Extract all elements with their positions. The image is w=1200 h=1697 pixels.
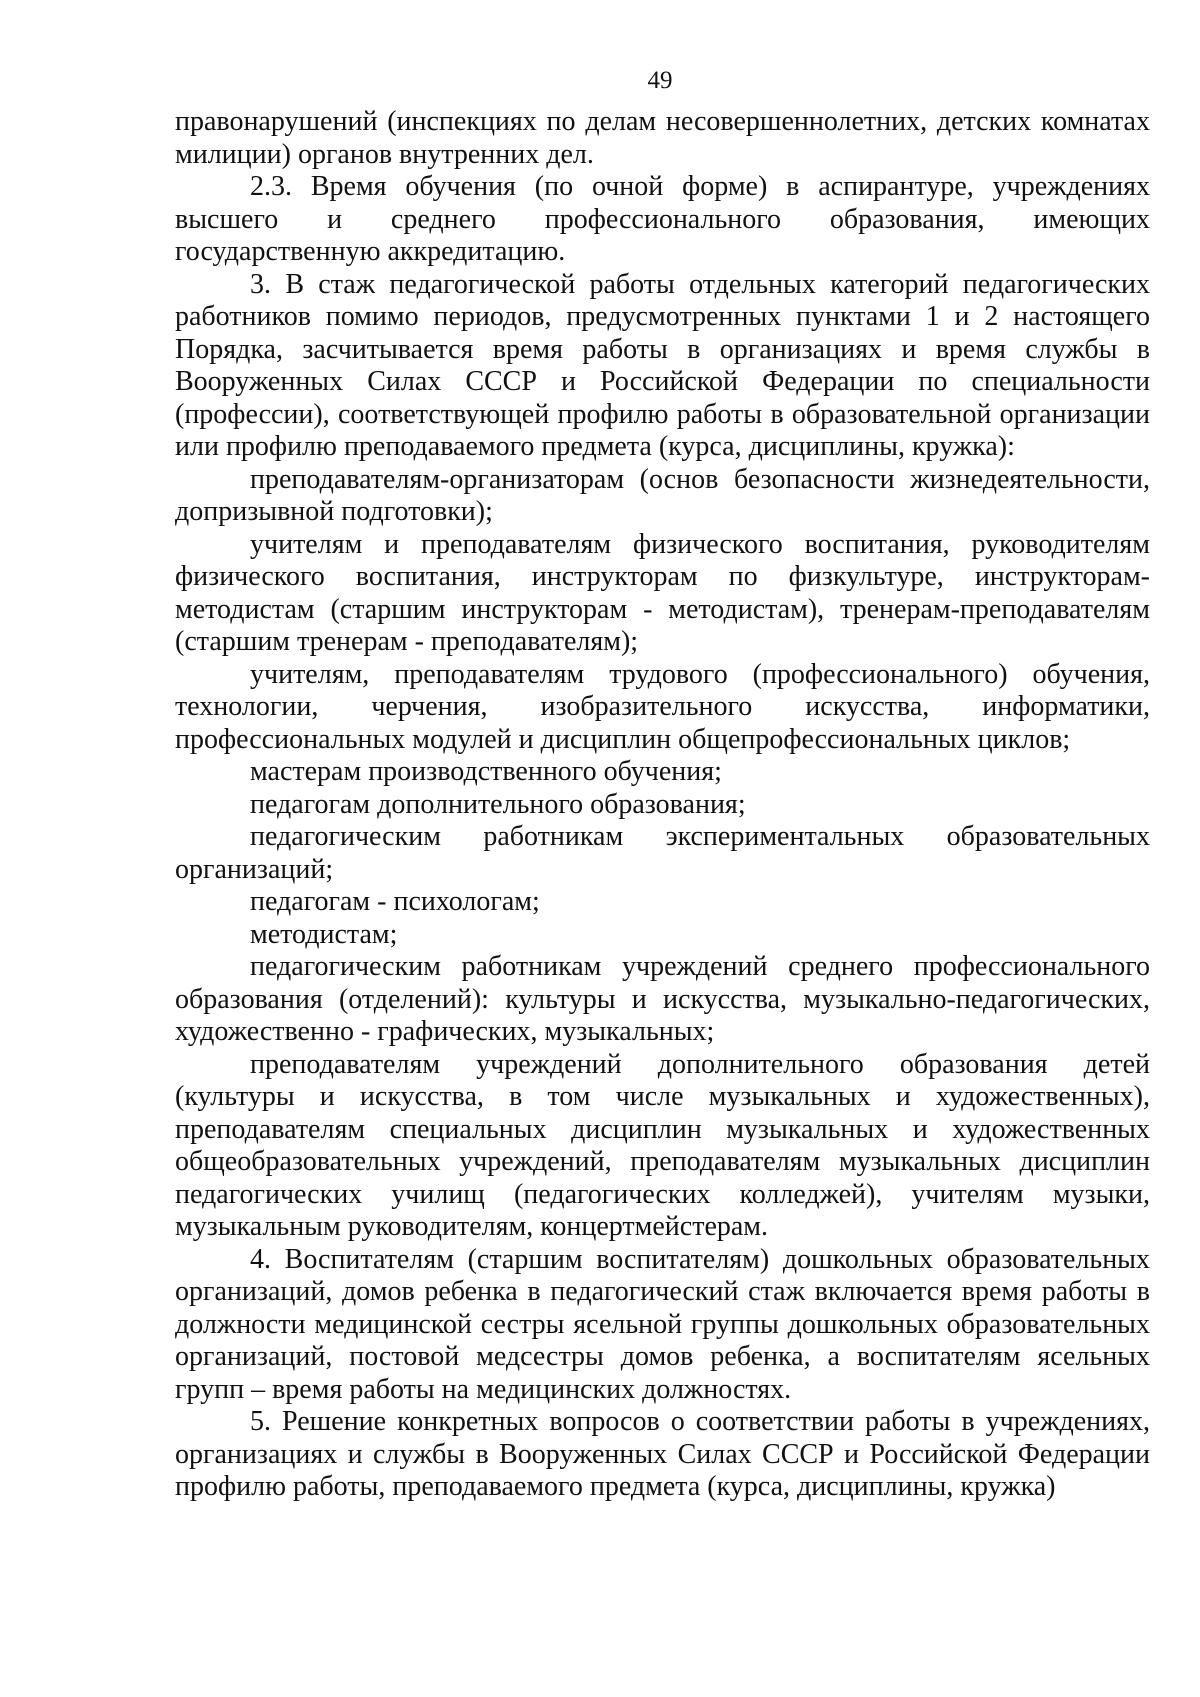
list-item: педагогам - психологам;	[250, 886, 540, 917]
paragraph-5: 5. Решение конкретных вопросов о соответствии работы в учреждениях, организациях и службы в Вооруженных Силах СССР и Российской Федерации профилю работы, преподаваемого предмета (курса, дисциплины, кружка)	[175, 1406, 1150, 1502]
list-item: педагогическим работникам экспериментальных образовательных организаций;	[175, 821, 1150, 885]
list-item: методистам;	[250, 918, 398, 950]
page-number: 49	[647, 67, 673, 94]
list-item: преподавателям учреждений дополнительного образования детей (культуры и искусства, в том числе музыкальных и художественных), преподавателям специальных дисциплин музыкальных и художественных общеобразовательных учреждений, преподавателям музыкальных дисциплин педагогических училищ (педагогических колледжей), учителям музыки, музыкальным руководителям, концертмейстерам.	[175, 1048, 1150, 1242]
paragraph-3: 3. В стаж педагогической работы отдельных категорий педагогических работников помимо периодов, предусмотренных пунктами 1 и 2 настоящего Порядка, засчитывается время работы в организациях и время службы в Вооруженных Силах СССР и Российской Федерации по специальности (профессии), соответствующей профилю работы в образовательной организации или профилю преподаваемого предмета (курса, дисциплины, кружка):	[175, 268, 1150, 462]
list-item: преподавателям-организаторам (основ безопасности жизнедеятельности, допризывной подготовки);	[175, 463, 1150, 527]
list-item: педагогическим работникам учреждений среднего профессионального образования (отделений): культуры и искусства, музыкально-педагогических, художественно - графических, музыкальных;	[175, 951, 1150, 1047]
document-body	[175, 106, 1150, 1504]
paragraph-4: 4. Воспитателям (старшим воспитателям) дошкольных образовательных организаций, домов ребенка в педагогический стаж включается время работы в должности медицинской сестры ясельной группы дошкольных образовательных организаций, постовой медсестры домов ребенка, а воспитателям ясельных групп – время работы на медицинских должностях.	[175, 1243, 1150, 1405]
paragraph: правонарушений (инспекциях по делам несовершеннолетних, детских комнатах милиции) органов внутренних дел.	[175, 106, 1150, 170]
list-item: педагогам дополнительного образования;	[250, 788, 746, 820]
list-item: учителям и преподавателям физического воспитания, руководителям физического воспитания, инструкторам по физкультуре, инструкторам-методистам (старшим инструкторам - методистам), тренерам-преподавателям (старшим тренерам - преподавателям);	[175, 528, 1150, 657]
list-item: мастерам производственного обучения;	[250, 756, 722, 787]
paragraph-2-3: 2.3. Время обучения (по очной форме) в аспирантуре, учреждениях высшего и среднего профессионального образования, имеющих государственную аккредитацию.	[175, 171, 1150, 267]
list-item: учителям, преподавателям трудового (профессионального) обучения, технологии, черчения, изобразительного искусства, информатики, профессиональных модулей и дисциплин общепрофессиональных циклов;	[175, 658, 1150, 755]
